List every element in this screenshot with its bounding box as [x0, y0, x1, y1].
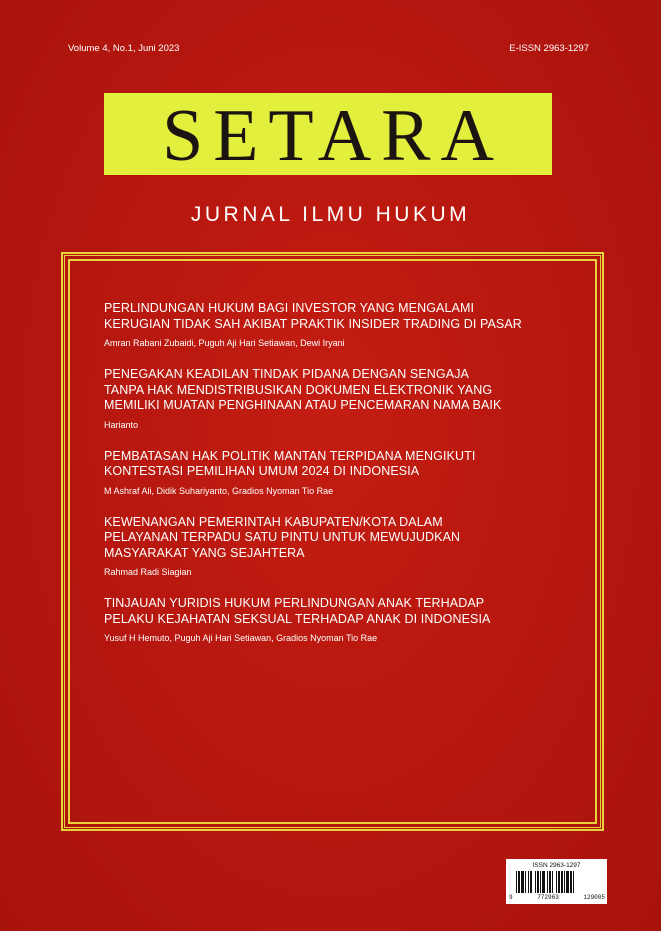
- barcode-bar: [561, 871, 563, 893]
- barcode-bar: [549, 871, 551, 893]
- article-item: [104, 449, 574, 496]
- barcode-bar: [566, 871, 569, 893]
- barcode-digit-first: 9: [509, 894, 513, 901]
- barcode-bar: [535, 871, 536, 893]
- barcode-bar: [540, 871, 541, 893]
- barcode-digit-group-1: 772963: [537, 894, 559, 901]
- barcode-bar: [525, 871, 526, 893]
- article-authors: M Ashraf Ali, Didik Suhariyanto, Gradios Nyoman Tio Rae: [104, 485, 334, 496]
- article-authors: Harianto: [104, 419, 139, 430]
- article-title: KEWENANGAN PEMERINTAH KABUPATEN/KOTA DALAM PELAYANAN TERPADU SATU PINTU UNTUK MEWUJUDKAN MASYARAKAT YANG SEJAHTERA: [104, 514, 461, 560]
- article-title: TINJAUAN YURIDIS HUKUM PERLINDUNGAN ANAK TERHADAP PELAKU KEJAHATAN SEKSUAL TERHADAP ANAK DI INDONESIA: [104, 596, 491, 626]
- article-title: PERLINDUNGAN HUKUM BAGI INVESTOR YANG MENGALAMI KERUGIAN TIDAK SAH AKIBAT PRAKTIK INSIDER TRADING DI PASAR: [104, 301, 522, 331]
- article-item: [104, 367, 574, 430]
- journal-title: SETARA: [162, 95, 504, 177]
- journal-title-band: [104, 93, 552, 175]
- barcode-bar: [558, 871, 560, 893]
- barcode-bar: [528, 871, 529, 893]
- barcode-bar: [573, 871, 574, 893]
- article-authors: Yusuf H Hemuto, Puguh Aji Hari Setiawan, Gradios Nyoman Tio Rae: [104, 633, 378, 643]
- article-title: PEMBATASAN HAK POLITIK MANTAN TERPIDANA MENGIKUTI KONTESTASI PEMILIHAN UMUM 2024 DI INDONESIA: [104, 448, 476, 478]
- article-list: [104, 301, 574, 662]
- article-item: [104, 596, 574, 643]
- barcode-bar: [542, 871, 545, 893]
- barcode-bar: [556, 871, 557, 893]
- journal-subtitle: JURNAL ILMU HUKUM: [190, 203, 471, 226]
- barcode-bar: [516, 871, 517, 893]
- barcode-icon: [516, 871, 600, 893]
- eissn-info: E-ISSN 2963-1297: [509, 43, 589, 54]
- article-item: [104, 515, 574, 578]
- article-authors: Rahmad Radi Siagian: [104, 567, 192, 577]
- barcode-digits: [509, 894, 605, 901]
- barcode-bar: [570, 871, 572, 893]
- barcode-bar: [537, 871, 539, 893]
- barcode-bar: [530, 871, 532, 893]
- volume-info: Volume 4, No.1, Juni 2023: [68, 43, 180, 54]
- article-title: PENEGAKAN KEADILAN TINDAK PIDANA DENGAN SENGAJA TANPA HAK MENDISTRIBUSIKAN DOKUMEN ELEKTRONIK YANG MEMILIKI MUATAN PENGHINAAN ATAU PENCEMARAN NAMA BAIK: [104, 367, 502, 412]
- article-item: [104, 301, 574, 348]
- barcode-bar: [547, 871, 548, 893]
- barcode-bar: [518, 871, 520, 893]
- barcode-bar: [521, 871, 524, 893]
- barcode-issn: ISSN 2963-1297: [532, 862, 581, 869]
- barcode-bar: [552, 871, 553, 893]
- barcode-digit-group-2: 129005: [583, 894, 605, 901]
- article-authors: Amran Rabani Zubaidi, Puguh Aji Hari Setiawan, Dewi Iryani: [104, 338, 345, 348]
- barcode-bar: [564, 871, 565, 893]
- barcode-panel: [506, 859, 607, 904]
